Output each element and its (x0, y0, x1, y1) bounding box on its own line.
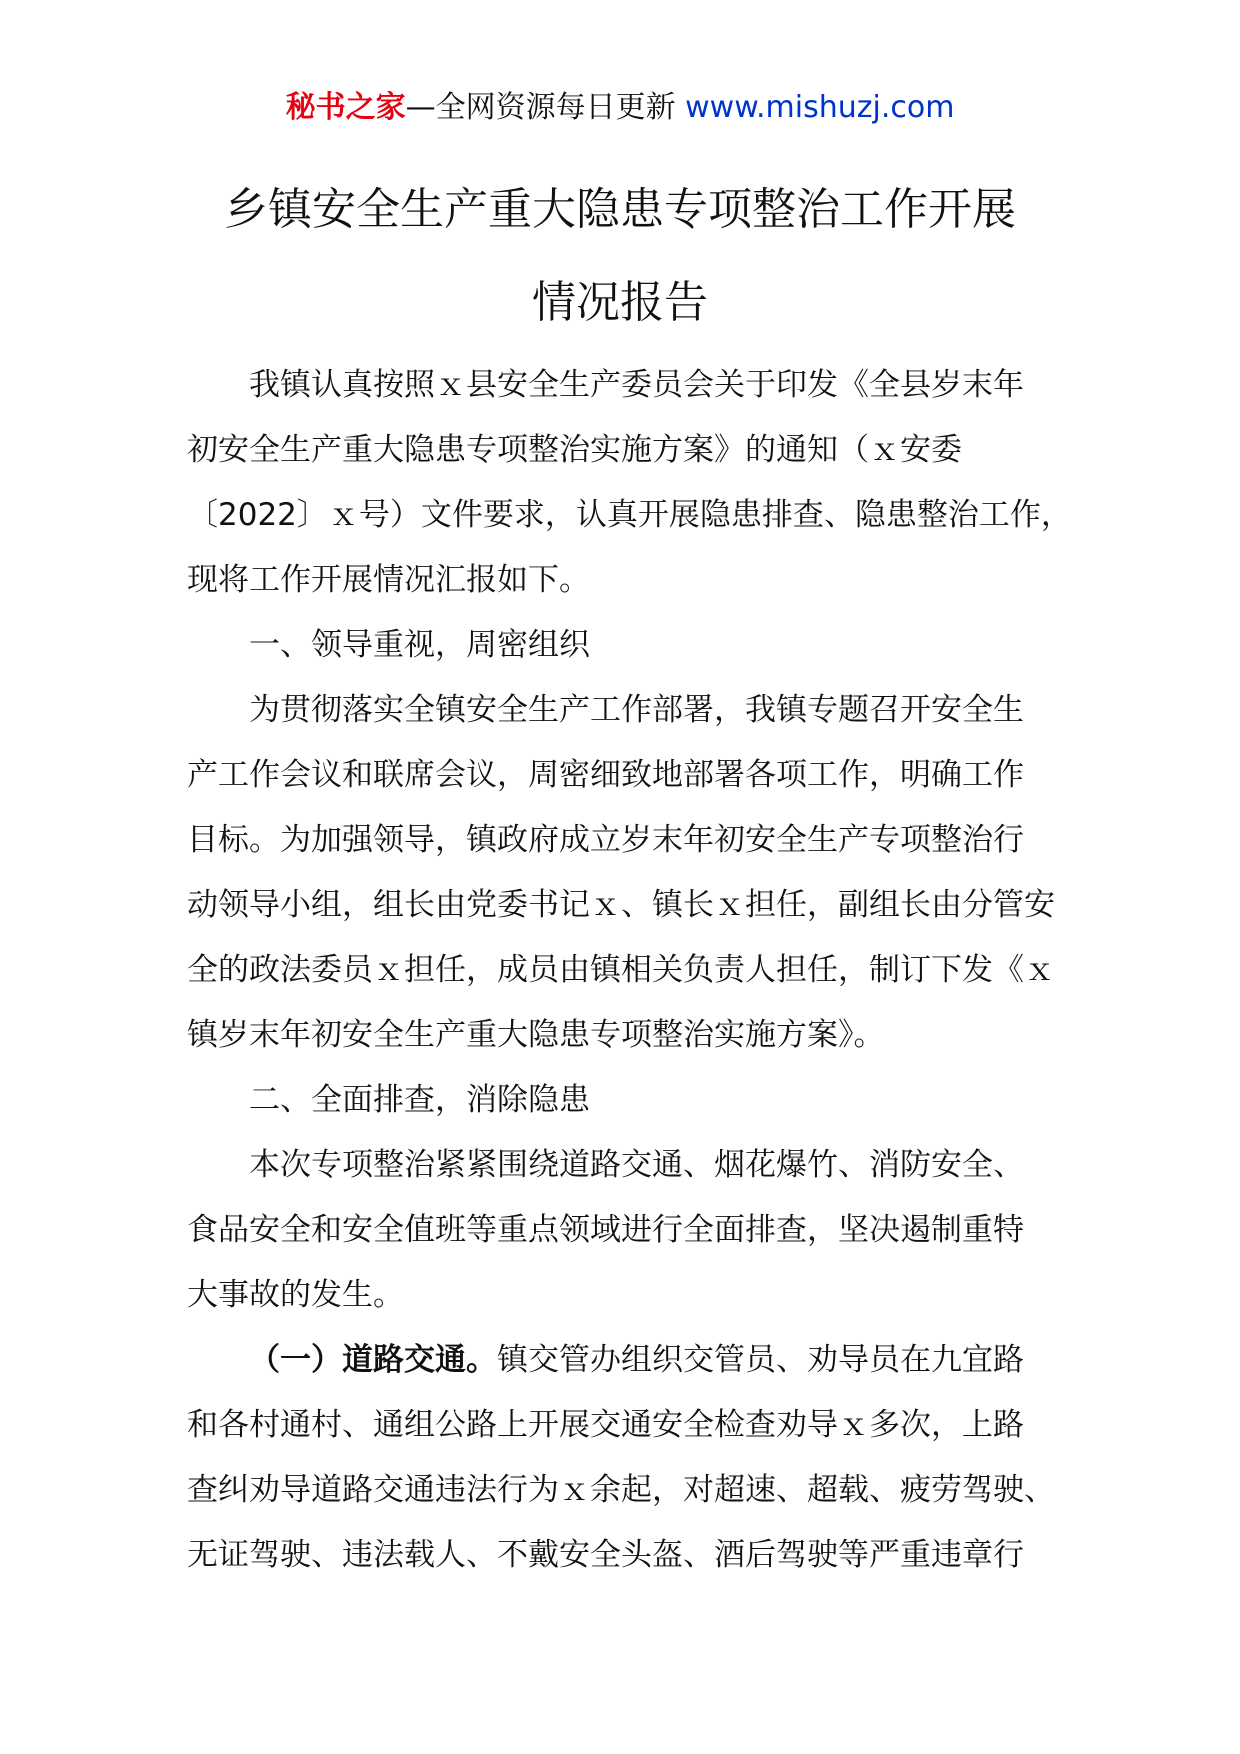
text-line: 目标。为加强领导，镇政府成立岁末年初安全生产专项整治行 (187, 822, 1024, 858)
text-line: 〔2022〕ｘ号）文件要求，认真开展隐患排查、隐患整治工作， (187, 497, 1072, 533)
paragraph-organization (187, 678, 1067, 1068)
text-line: 和各村通村、通组公路上开展交通安全检查劝导ｘ多次，上路 (187, 1407, 1024, 1443)
text-line: 无证驾驶、违法载人、不戴安全头盔、酒后驾驶等严重违章行 (187, 1537, 1024, 1573)
text-line: 全的政法委员ｘ担任，成员由镇相关负责人担任，制订下发《ｘ (187, 952, 1055, 988)
paragraph-road-traffic (187, 1328, 1067, 1588)
section-heading-1: 一、领导重视，周密组织 (249, 627, 590, 663)
subsection-lead: （一）道路交通。 (249, 1342, 497, 1378)
text-segment: 镇交管办组织交管员、劝导员在九宜路 (497, 1342, 1024, 1378)
text-line: 我镇认真按照ｘ县安全生产委员会关于印发《全县岁末年 (249, 367, 1024, 403)
slogan: —全网资源每日更新 (405, 90, 676, 125)
text-line: 本次专项整治紧紧围绕道路交通、烟花爆竹、消防安全、 (249, 1147, 1024, 1183)
text-line: 食品安全和安全值班等重点领域进行全面排查，坚决遏制重特 (187, 1212, 1024, 1248)
text-line: 大事故的发生。 (187, 1277, 404, 1313)
paragraph-intro (187, 353, 1072, 613)
document-body (187, 353, 1072, 1588)
brand-name: 秘书之家 (285, 90, 406, 125)
text-line: 产工作会议和联席会议，周密细致地部署各项工作，明确工作 (187, 757, 1024, 793)
document-title-line-2: 情况报告 (532, 277, 708, 328)
document-title-line-1: 乡镇安全生产重大隐患专项整治工作开展 (224, 184, 1016, 235)
section-heading-2: 二、全面排查，消除隐患 (249, 1082, 590, 1118)
text-line (187, 1328, 1067, 1393)
text-line: 动领导小组，组长由党委书记ｘ、镇长ｘ担任，副组长由分管安 (187, 887, 1055, 923)
text-line: 为贯彻落实全镇安全生产工作部署，我镇专题召开安全生 (249, 692, 1024, 728)
text-line: 初安全生产重大隐患专项整治实施方案》的通知（ｘ安委 (187, 432, 962, 468)
paragraph-inspection (187, 1133, 1067, 1328)
site-url[interactable]: www.mishuzj.com (685, 90, 955, 125)
site-header (0, 88, 1240, 128)
text-line: 查纠劝导道路交通违法行为ｘ余起，对超速、超载、疲劳驾驶、 (187, 1472, 1055, 1508)
text-line: 现将工作开展情况汇报如下。 (187, 562, 590, 598)
text-line: 镇岁末年初安全生产重大隐患专项整治实施方案》。 (187, 1017, 885, 1053)
